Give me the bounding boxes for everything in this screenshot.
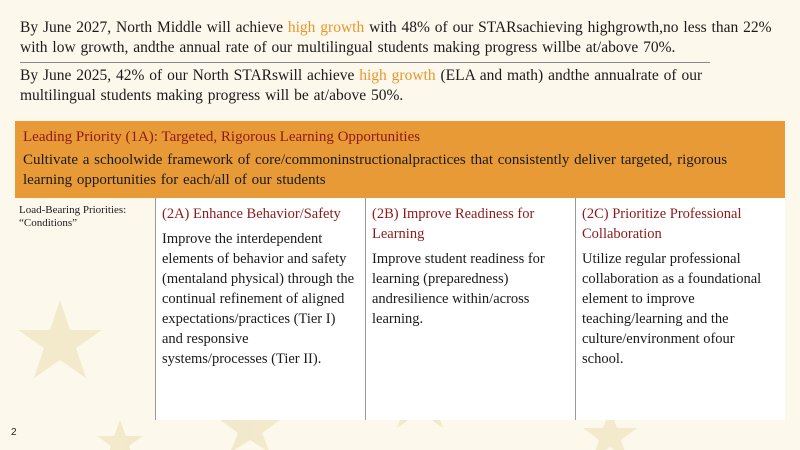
- goal-highlight: high growth: [287, 19, 365, 36]
- goal-statement-2027: [20, 18, 780, 58]
- condition-title: (2A) Enhance Behavior/Safety: [162, 206, 341, 222]
- condition-text: Utilize regular professional collaboration as a foundational element to improve teaching/learning and the culture/environment ofour school.: [582, 251, 762, 367]
- condition-cell-2c: [575, 198, 785, 420]
- goal-text-after: (ELA and math) andthe annualrate of our multilingual students making progress will be at/above 50%.: [20, 67, 703, 104]
- leading-priority-title: Leading Priority (1A): Targeted, Rigorous Learning Opportunities: [23, 129, 421, 145]
- leading-priority-description: Cultivate a schoolwide framework of core/commoninstructionalpractices that consistently deliver targeted, rigorous learning opportunities for each/all of our students: [23, 152, 728, 188]
- condition-text: Improve student readiness for learning (preparedness) andresilience within/across learning.: [372, 251, 545, 327]
- condition-cell-2a: [155, 198, 365, 420]
- goal-highlight: high growth: [359, 67, 436, 84]
- condition-title: (2C) Prioritize Professional Collaboration: [582, 206, 742, 242]
- goal-text-before: By June 2027, North Middle will achieve: [20, 19, 288, 36]
- goal-statement-2025: [20, 66, 780, 106]
- goal-text-after: with 48% of our STARsachieving highgrowth,no less than 22% with low growth, andthe annual rate of our multilingual students making progress willbe at/above 70%.: [20, 19, 772, 56]
- star-icon: [97, 420, 143, 450]
- goal-text-before: By June 2025, 42% of our North STARswill achieve: [20, 67, 360, 84]
- slide-number: 2: [11, 427, 17, 438]
- conditions-table: [15, 198, 785, 420]
- condition-cell-2b: [365, 198, 575, 420]
- divider: [20, 62, 710, 63]
- condition-text: Improve the interdependent elements of behavior and safety (mentaland physical) through the continual refinement of aligned expectations/practices (Tier I) and responsive systems/processes (Tier II).: [162, 231, 355, 367]
- conditions-label: Load-Bearing Priorities: “Conditions”: [19, 204, 127, 229]
- condition-title: (2B) Improve Readiness for Learning: [372, 206, 535, 242]
- leading-priority-band: [15, 121, 785, 198]
